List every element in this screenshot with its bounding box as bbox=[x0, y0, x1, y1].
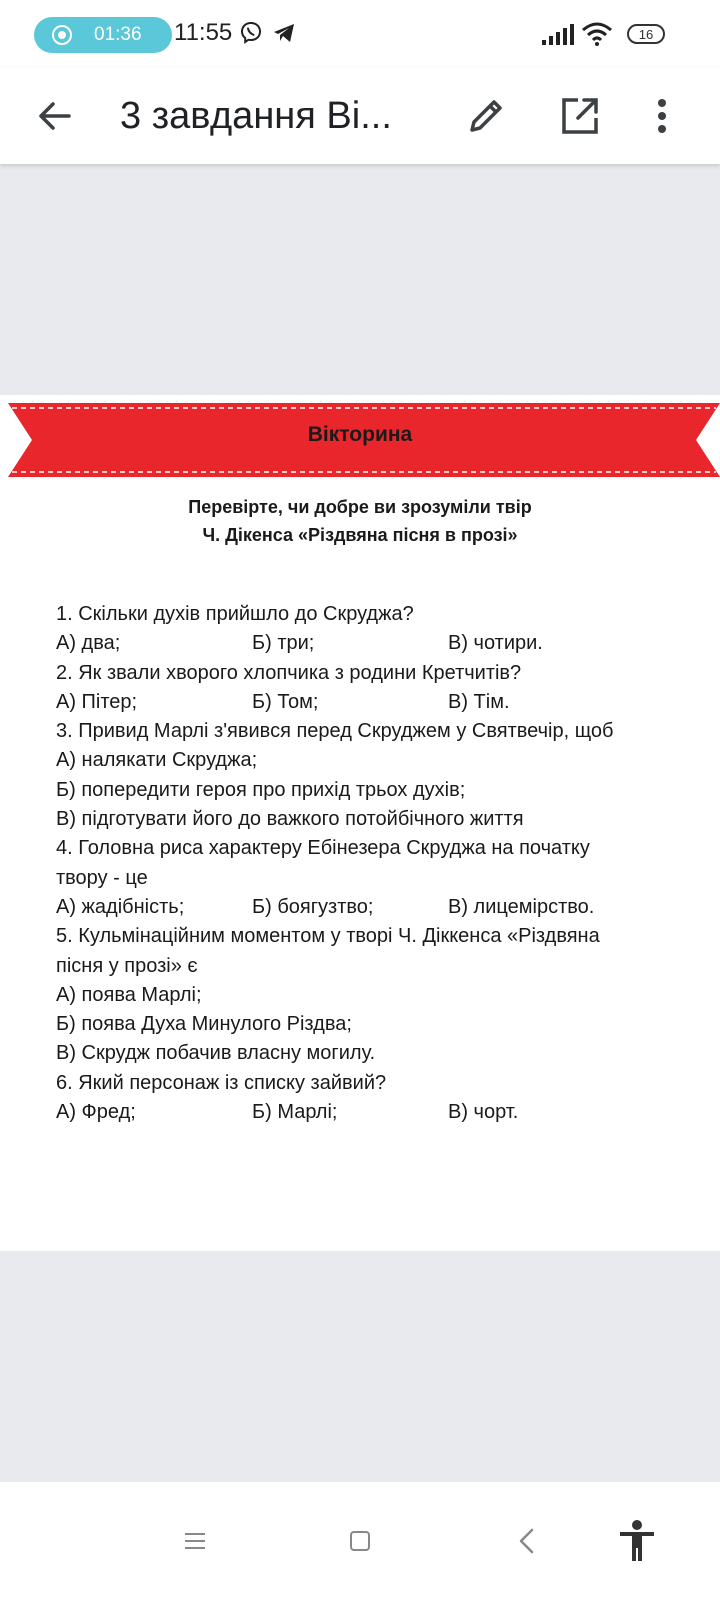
answer-c: В) Скрудж побачив власну могилу. bbox=[56, 1042, 376, 1065]
edit-button[interactable] bbox=[458, 88, 514, 144]
answer-a: А) налякати Скруджа; bbox=[56, 749, 258, 772]
subtitle-line: Ч. Дікенса «Різдвяна пісня в прозі» bbox=[202, 525, 518, 545]
answer-c: В) лицемірство. bbox=[448, 895, 595, 918]
clock: 11:55 bbox=[174, 19, 233, 46]
back-nav-button[interactable] bbox=[502, 1516, 552, 1566]
more-options-button[interactable] bbox=[634, 88, 690, 144]
answer-a: А) Фред; bbox=[56, 1101, 136, 1124]
question-4: 4. Головна риса характеру Ебінезера Скруджа на початку bbox=[56, 837, 590, 860]
question-2: 2. Як звали хворого хлопчика з родини Кретчитів? bbox=[56, 661, 522, 684]
answer-a: А) два; bbox=[56, 632, 121, 655]
answer-b: Б) Том; bbox=[252, 690, 319, 713]
open-external-button[interactable] bbox=[552, 88, 608, 144]
status-bar bbox=[0, 0, 720, 68]
square-icon bbox=[348, 1529, 372, 1553]
answer-a: А) Пітер; bbox=[56, 690, 138, 713]
answer-b: Б) боягузтво; bbox=[252, 895, 374, 918]
arrow-back-icon bbox=[37, 98, 73, 134]
accessibility-icon bbox=[617, 1519, 657, 1563]
quiz-subtitle bbox=[0, 493, 720, 549]
answer-c: В) Тім. bbox=[448, 690, 510, 713]
record-icon bbox=[52, 25, 72, 45]
open-in-new-icon bbox=[560, 96, 600, 136]
answer-b: Б) поява Духа Минулого Різдва; bbox=[56, 1013, 352, 1036]
question-5-continued: пісня у прозі» є bbox=[56, 954, 198, 977]
answers-4 bbox=[56, 893, 696, 922]
answer-b: Б) Марлі; bbox=[252, 1101, 338, 1124]
answer-b: Б) попередити героя про прихід трьох духів; bbox=[56, 778, 466, 801]
question-4-continued: твору - це bbox=[56, 866, 148, 889]
answer-a: А) жадібність; bbox=[56, 895, 185, 918]
pencil-icon bbox=[466, 96, 506, 136]
chevron-left-icon bbox=[517, 1528, 537, 1554]
banner-title: Вікторина bbox=[307, 423, 413, 446]
battery-indicator: 16 bbox=[627, 24, 665, 44]
back-button[interactable] bbox=[27, 88, 83, 144]
navigation-bar bbox=[0, 1482, 720, 1600]
more-vert-icon bbox=[656, 98, 668, 134]
question-6: 6. Який персонаж із списку зайвий? bbox=[56, 1071, 387, 1094]
screen-recording-indicator[interactable] bbox=[34, 17, 172, 53]
viber-icon bbox=[239, 21, 263, 45]
answers-6 bbox=[56, 1098, 696, 1127]
answers-1 bbox=[56, 629, 696, 658]
recents-button[interactable] bbox=[170, 1516, 220, 1566]
answer-c: В) чорт. bbox=[448, 1101, 519, 1124]
question-5: 5. Кульмінаційним моментом у творі Ч. Діккенса «Різдвяна bbox=[56, 925, 600, 948]
app-bar bbox=[0, 68, 720, 164]
signal-icon bbox=[541, 23, 575, 45]
wifi-icon bbox=[581, 22, 613, 46]
question-3: 3. Привид Марлі з'явився перед Скруджем у Святвечір, щоб bbox=[56, 720, 614, 743]
answer-b: Б) три; bbox=[252, 632, 315, 655]
answer-c: В) чотири. bbox=[448, 632, 543, 655]
quiz-questions bbox=[56, 600, 696, 1127]
recording-time: 01:36 bbox=[94, 24, 142, 45]
answers-2 bbox=[56, 688, 696, 717]
answer-a: А) поява Марлі; bbox=[56, 983, 202, 1006]
subtitle-line: Перевірте, чи добре ви зрозуміли твір bbox=[188, 497, 532, 517]
document-title: 3 завдання Ві... bbox=[120, 95, 392, 137]
menu-icon bbox=[183, 1531, 207, 1551]
home-button[interactable] bbox=[335, 1516, 385, 1566]
document-page[interactable] bbox=[0, 395, 720, 1251]
accessibility-button[interactable] bbox=[612, 1516, 662, 1566]
telegram-icon bbox=[272, 22, 296, 44]
answer-c: В) підготувати його до важкого потойбічного життя bbox=[56, 808, 524, 831]
question-1: 1. Скільки духів прийшло до Скруджа? bbox=[56, 603, 414, 625]
